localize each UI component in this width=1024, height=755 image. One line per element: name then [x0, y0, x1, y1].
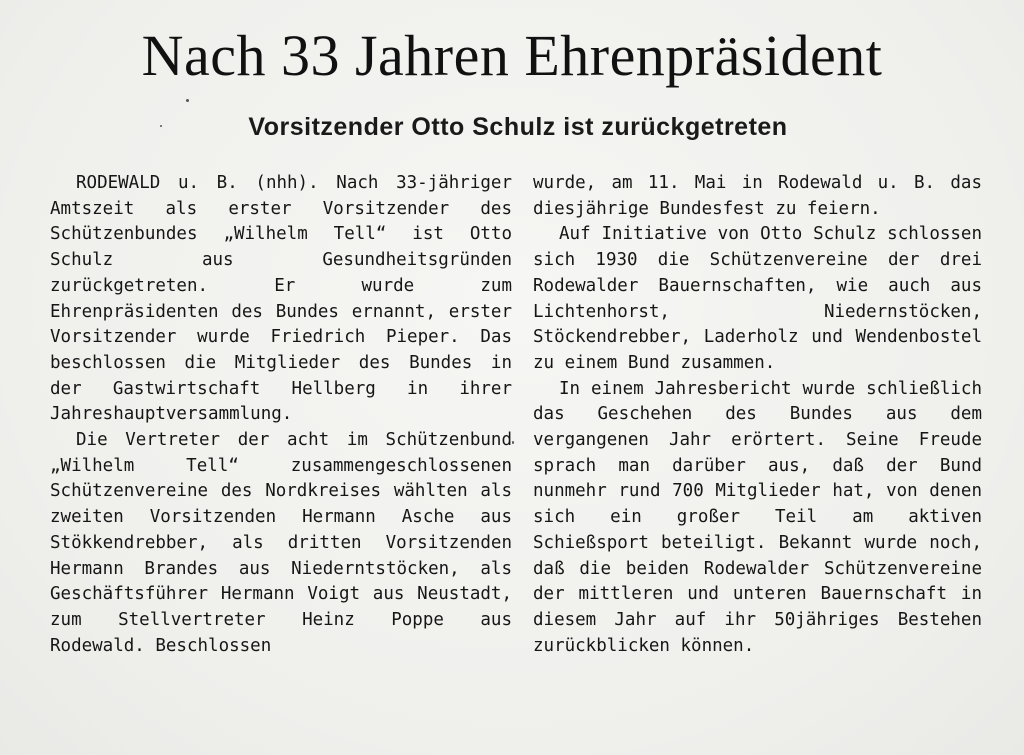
paragraph: wurde, am 11. Mai in Rodewald u. B. das diesjährige Bundesfest zu feiern. [533, 173, 982, 219]
print-speck [160, 125, 162, 127]
headline: Nach 33 Jahren Ehrenpräsident [141, 23, 883, 88]
paragraph: In einem Jahresbericht wurde schließlich das Geschehen des Bundes aus dem vergangenen Jahr erörtert. Seine Freude sprach man darüber aus, daß der Bund nunmehr rund 700 Mitglieder hat, von denen sich ein großer Teil am aktiven Schießsport beteiligt. Bekannt wurde noch, daß die beiden Rodewalder Schützenvereine der mittleren und unteren Bauernschaft in diesem Jahr auf ihr 50jähriges Bestehen zurückblicken können. [533, 378, 982, 656]
print-speck [186, 99, 189, 102]
paragraph: Die Vertreter der acht im Schützenbund „Wilhelm Tell“ zusammengeschlossenen Schützenvereine des Nordkreises wählten als zweiten Vorsitzenden Hermann Asche aus Stökkendrebber, als dritten Vorsitzenden Hermann Brandes aus Niederntstöcken, als Geschäftsführer Hermann Voigt aus Neustadt, zum Stellvertreter Heinz Poppe aus Rodewald. Beschlossen [50, 430, 512, 656]
article-column-right [533, 171, 982, 659]
paragraph: RODEWALD u. B. (nhh). Nach 33-jähriger Amtszeit als erster Vorsitzender des Schützenbundes „Wilhelm Tell“ ist Otto Schulz aus Gesundheitsgründen zurückgetreten. Er wurde zum Ehrenpräsidenten des Bundes ernannt, erster Vorsitzender wurde Friedrich Pieper. Das beschlossen die Mitglieder des Bundes in der Gastwirtschaft Hellberg in ihrer Jahreshauptversammlung. [50, 173, 512, 425]
paragraph: Auf Initiative von Otto Schulz schlossen sich 1930 die Schützenvereine der drei Rodewalder Bauernschaften, wie auch aus Lichtenhorst, Niedernstöcken, Stöckendrebber, Laderholz und Wendenbostel zu einem Bund zusammen. [533, 224, 982, 373]
print-speck [512, 441, 514, 444]
subheadline: Vorsitzender Otto Schulz ist zurückgetreten [248, 113, 788, 141]
article-column-left [50, 171, 512, 659]
